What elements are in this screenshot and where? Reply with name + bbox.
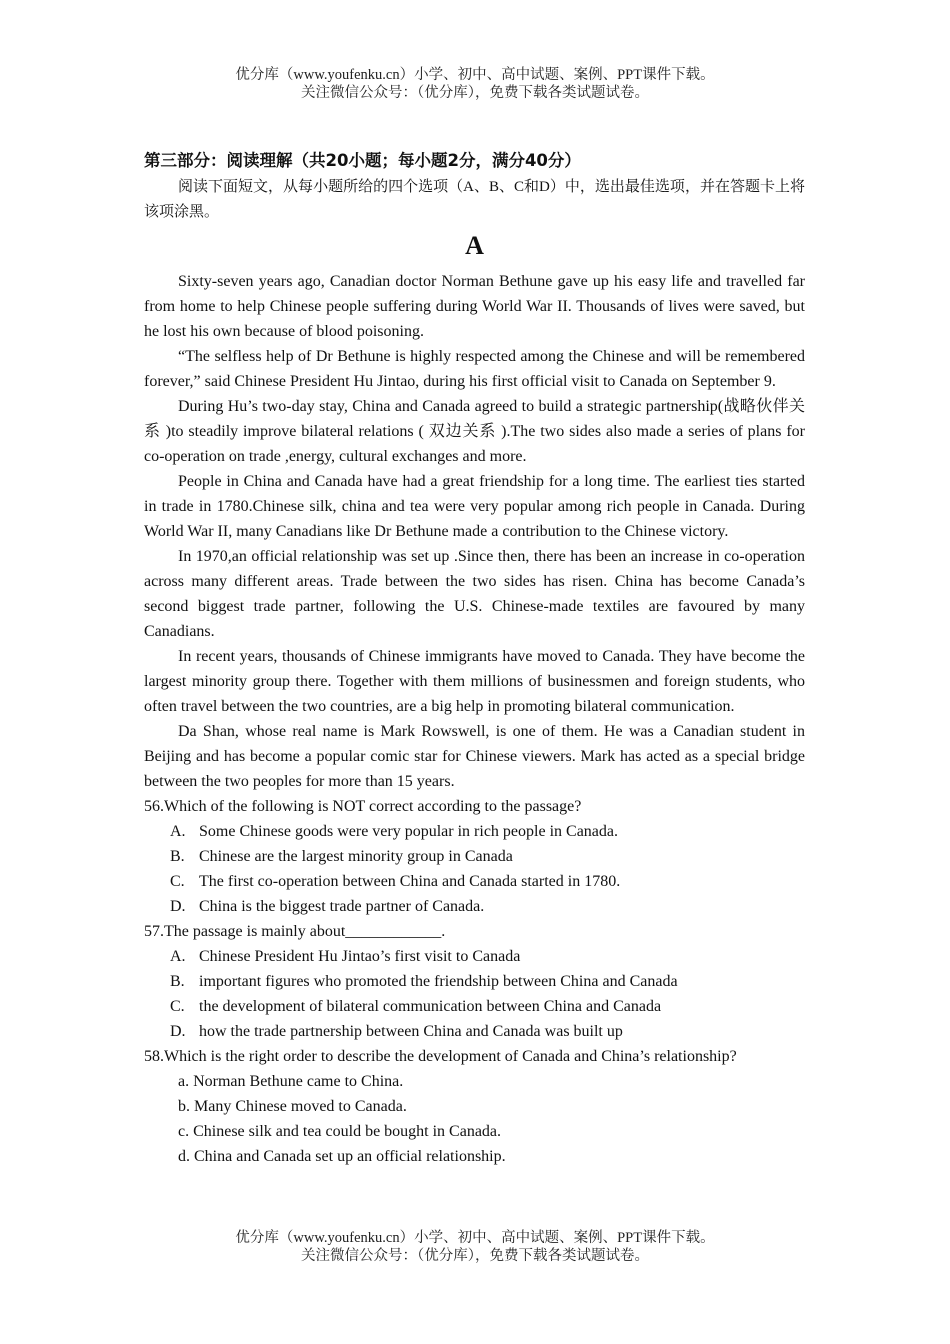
event-item: a. Norman Bethune came to China. (178, 1073, 404, 1090)
passage-text (144, 269, 805, 794)
document-body (144, 149, 805, 1169)
option-c (144, 994, 805, 1019)
option-letter: B. (170, 973, 185, 990)
option-letter: D. (170, 898, 186, 915)
option-d (144, 1019, 805, 1044)
event-item: d. China and Canada set up an official relationship. (178, 1148, 506, 1165)
passage-paragraph: During Hu’s two-day stay, China and Canada agreed to build a strategic partnership(战略伙伴关系 )to steadily improve bilateral relations ( 双边关系 ).The two sides also made a series of plans for co-operation on trade ,energy, cultural exchanges and more. (144, 398, 805, 465)
passage-paragraph: “The selfless help of Dr Bethune is highly respected among the Chinese and will be remembered forever,” said Chinese President Hu Jintao, during his first official visit to Canada on September 9. (144, 348, 805, 390)
footer-line-2: 关注微信公众号：（优分库），免费下载各类试题试卷。 (301, 1248, 649, 1264)
passage-paragraph: People in China and Canada have had a great friendship for a long time. The earliest ties started in trade in 1780.Chinese silk, china and tea were very popular among rich people in Canada. During World War II, many Canadians like Dr Bethune made a contribution to the Chinese victory. (144, 473, 805, 540)
option-letter: A. (170, 823, 186, 840)
option-text: China is the biggest trade partner of Canada. (199, 898, 485, 915)
option-letter: D. (170, 1023, 186, 1040)
question-text: 57.The passage is mainly about____________. (144, 923, 446, 940)
passage-paragraph: Da Shan, whose real name is Mark Rowswell, is one of them. He was a Canadian student in Beijing and has become a popular comic star for Chinese viewers. Mark has acted as a special bridge between the two peoples for more than 15 years. (144, 723, 805, 790)
passage-paragraph: In 1970,an official relationship was set up .Since then, there has been an increase in co-operation across many different areas. Trade between the two sides has risen. China has become Canada’s second biggest trade partner, following the U.S. Chinese-made textiles are favoured by many Canadians. (144, 548, 805, 640)
option-b (144, 844, 805, 869)
option-text: important figures who promoted the friendship between China and Canada (199, 973, 678, 990)
question-58 (144, 1044, 805, 1169)
question-text: 58.Which is the right order to describe the development of Canada and China’s relationship? (144, 1048, 737, 1065)
passage-paragraph: In recent years, thousands of Chinese immigrants have moved to Canada. They have become the largest minority group there. Together with them millions of businessmen and foreign students, who often travel between the two countries, are a big help in promoting bilateral communication. (144, 648, 805, 715)
option-c (144, 869, 805, 894)
footer-line-1: 优分库（www.youfenku.cn）小学、初中、高中试题、案例、PPT课件下载。 (235, 1230, 715, 1246)
option-d (144, 894, 805, 919)
event-item: c. Chinese silk and tea could be bought in Canada. (178, 1123, 502, 1140)
option-b (144, 969, 805, 994)
question-57 (144, 919, 805, 1044)
passage-paragraph: Sixty-seven years ago, Canadian doctor Norman Bethune gave up his easy life and travelled far from home to help Chinese people suffering during World War II. Thousands of lives were saved, but he lost his own because of blood poisoning. (144, 273, 805, 340)
page-footer (0, 1229, 950, 1265)
option-text: Some Chinese goods were very popular in rich people in Canada. (199, 823, 618, 840)
section-instruction: 阅读下面短文，从每小题所给的四个选项（A、B、C和D）中，选出最佳选项，并在答题卡上将该项涂黑。 (144, 179, 805, 220)
option-letter: A. (170, 948, 186, 965)
option-text: how the trade partnership between China and Canada was built up (199, 1023, 623, 1040)
question-text: 56.Which of the following is NOT correct according to the passage? (144, 798, 582, 815)
option-a (144, 944, 805, 969)
passage-title: A (465, 231, 484, 260)
option-a (144, 819, 805, 844)
option-letter: C. (170, 873, 185, 890)
question-56 (144, 794, 805, 919)
header-line-1: 优分库（www.youfenku.cn）小学、初中、高中试题、案例、PPT课件下载。 (235, 67, 715, 83)
header-line-2: 关注微信公众号：（优分库），免费下载各类试题试卷。 (301, 85, 649, 101)
option-text: Chinese are the largest minority group in Canada (199, 848, 513, 865)
section-title: 第三部分：阅读理解（共20小题；每小题2分，满分40分） (144, 151, 581, 170)
option-letter: B. (170, 848, 185, 865)
option-text: The first co-operation between China and Canada started in 1780. (199, 873, 621, 890)
event-item: b. Many Chinese moved to Canada. (178, 1098, 407, 1115)
page-header (0, 66, 950, 102)
option-letter: C. (170, 998, 185, 1015)
option-text: the development of bilateral communication between China and Canada (199, 998, 662, 1015)
option-text: Chinese President Hu Jintao’s first visit to Canada (199, 948, 521, 965)
